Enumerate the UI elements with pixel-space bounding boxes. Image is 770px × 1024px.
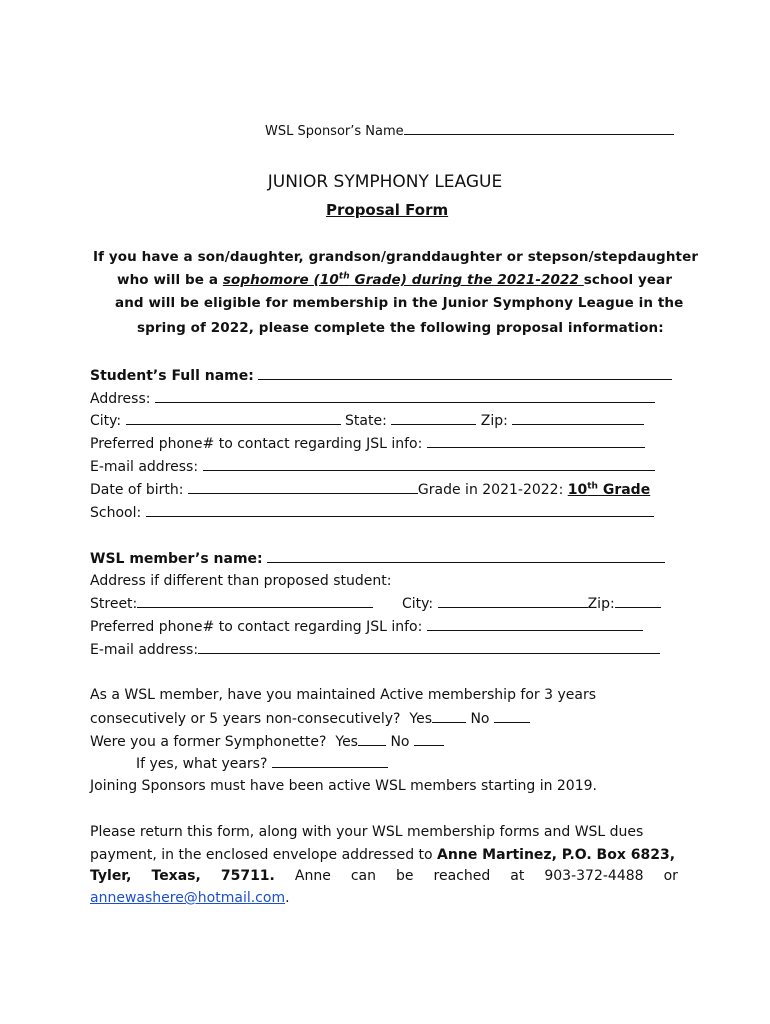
- city-word: Tyler,: [90, 868, 132, 884]
- question-1-row: [90, 710, 530, 727]
- intro-line-4: spring of 2022, please complete the following proposal information:: [137, 320, 664, 336]
- student-dob-field[interactable]: [188, 481, 418, 494]
- question-2-label: Were you a former Symphonette?: [90, 734, 327, 750]
- member-street-label: Street:: [90, 596, 138, 612]
- intro-emphasis-text-2: Grade) during the 2021-2022: [349, 272, 584, 288]
- member-phone-row: [90, 618, 643, 635]
- closing-word-reached: reached: [433, 868, 491, 884]
- member-street-row: [90, 595, 373, 612]
- intro-text-end: school year: [583, 272, 673, 288]
- mailing-address: Anne Martinez, P.O. Box 6823,: [437, 847, 676, 863]
- student-dob-row: [90, 481, 650, 498]
- closing-word-be: be: [396, 868, 414, 884]
- member-city-field[interactable]: [438, 595, 588, 608]
- intro-sup: th: [338, 271, 350, 282]
- member-zip-field[interactable]: [615, 595, 661, 608]
- page-title: JUNIOR SYMPHONY LEAGUE: [267, 172, 503, 192]
- member-phone-label: Preferred phone# to contact regarding JSL info:: [90, 619, 423, 635]
- intro-emphasis: [223, 272, 584, 288]
- student-name-field[interactable]: [258, 367, 672, 380]
- grade-sup: th: [587, 481, 598, 492]
- member-phone-field[interactable]: [427, 618, 643, 631]
- student-email-field[interactable]: [203, 458, 655, 471]
- member-zip-label: Zip:: [587, 596, 615, 612]
- sponsor-name-row: [265, 122, 674, 139]
- intro-line-3: and will be eligible for membership in the Junior Symphony League in the: [115, 295, 684, 311]
- student-grade-label: Grade in 2021-2022:: [417, 482, 568, 498]
- intro-line-1: If you have a son/daughter, grandson/granddaughter or stepson/stepdaughter: [93, 249, 699, 265]
- student-phone-label: Preferred phone# to contact regarding JSL info:: [90, 436, 423, 452]
- member-name-field[interactable]: [267, 550, 665, 563]
- student-email-row: [90, 458, 655, 475]
- grade-number: 10: [567, 482, 588, 498]
- contact-email-link[interactable]: annewashere@hotmail.com: [90, 890, 286, 906]
- student-phone-field[interactable]: [427, 435, 645, 448]
- member-email-label: E-mail address:: [90, 642, 199, 658]
- student-zip-field[interactable]: [512, 412, 644, 425]
- question-3-row: [136, 755, 388, 772]
- q3-years-field[interactable]: [272, 755, 388, 768]
- question-1-line-1: As a WSL member, have you maintained Active membership for 3 years: [90, 687, 596, 703]
- student-school-field[interactable]: [146, 504, 654, 517]
- student-grade-value: [568, 482, 650, 498]
- closing-line-2: [90, 847, 675, 863]
- member-city-row: [402, 595, 661, 612]
- page-title-wrap: [0, 172, 770, 192]
- student-school-row: [90, 504, 654, 521]
- student-city-row: [90, 412, 644, 429]
- joining-note: Joining Sponsors must have been active WSL members starting in 2019.: [90, 778, 597, 794]
- student-state-field[interactable]: [391, 412, 476, 425]
- member-name-row: [90, 550, 665, 567]
- grade-word: Grade: [597, 482, 651, 498]
- member-email-row: [90, 641, 660, 658]
- closing-word-at: at: [510, 868, 525, 884]
- closing-line-1: Please return this form, along with your WSL membership forms and WSL dues: [90, 824, 644, 840]
- q1-yes-field[interactable]: [432, 710, 466, 723]
- member-street-field[interactable]: [137, 595, 373, 608]
- closing-word-can: can: [350, 868, 376, 884]
- page-subtitle: Proposal Form: [326, 201, 449, 219]
- zip-word: 75711.: [220, 868, 275, 884]
- q2-no-label: No: [390, 734, 410, 750]
- q2-yes-field[interactable]: [358, 733, 386, 746]
- contact-phone: 903-372-4488: [544, 868, 644, 884]
- student-name-label: Student’s Full name:: [90, 368, 254, 384]
- sponsor-name-field[interactable]: [404, 122, 674, 135]
- sponsor-name-label: WSL Sponsor’s Name: [265, 124, 404, 139]
- question-2-row: [90, 733, 444, 750]
- student-state-label: State:: [345, 413, 387, 429]
- student-phone-row: [90, 435, 645, 452]
- student-city-label: City:: [90, 413, 122, 429]
- member-email-field[interactable]: [198, 641, 660, 654]
- student-address-row: [90, 390, 655, 407]
- closing-period: .: [285, 890, 290, 906]
- student-address-field[interactable]: [155, 390, 655, 403]
- question-1-line-2: consecutively or 5 years non-consecutively?: [90, 711, 401, 727]
- closing-line-4: [90, 890, 290, 906]
- q1-no-label: No: [470, 711, 490, 727]
- question-3-label: If yes, what years?: [136, 756, 268, 772]
- student-city-field[interactable]: [126, 412, 341, 425]
- member-city-label: City:: [402, 596, 434, 612]
- q2-yes-label: Yes: [335, 734, 358, 750]
- student-school-label: School:: [90, 505, 142, 521]
- q1-no-field[interactable]: [494, 710, 530, 723]
- intro-line-2: [117, 272, 672, 288]
- closing-word-or: or: [663, 868, 678, 884]
- closing-text: payment, in the enclosed envelope addressed to: [90, 847, 438, 863]
- closing-word-anne: Anne: [294, 868, 331, 884]
- intro-text: who will be a: [117, 272, 223, 288]
- student-dob-label: Date of birth:: [90, 482, 184, 498]
- student-address-label: Address:: [90, 391, 151, 407]
- intro-emphasis-text: sophomore (10: [222, 272, 339, 288]
- student-zip-label: Zip:: [480, 413, 508, 429]
- student-name-row: [90, 367, 672, 384]
- member-address-note: Address if different than proposed student:: [90, 573, 392, 589]
- student-email-label: E-mail address:: [90, 459, 199, 475]
- state-word: Texas,: [151, 868, 201, 884]
- q2-no-field[interactable]: [414, 733, 444, 746]
- member-name-label: WSL member’s name:: [90, 551, 263, 567]
- q1-yes-label: Yes: [409, 711, 432, 727]
- closing-line-3: [90, 868, 678, 884]
